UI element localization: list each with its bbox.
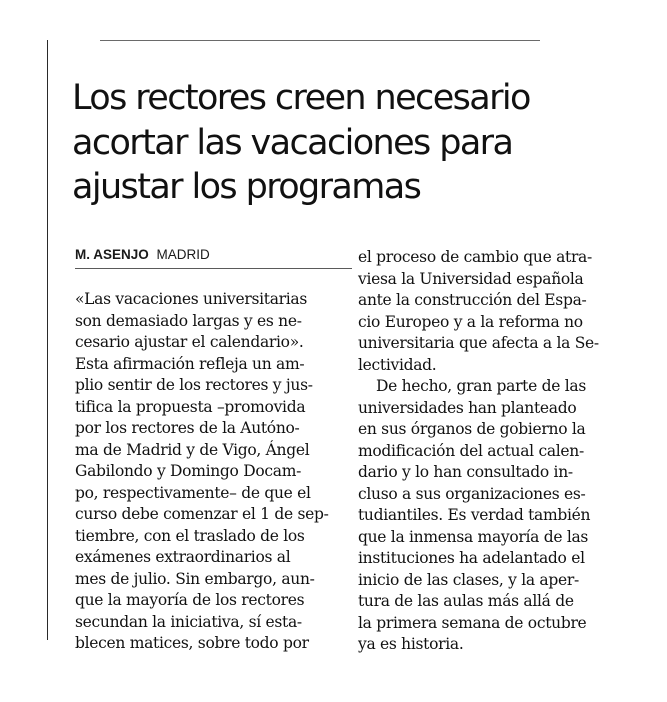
- article-column-left: [75, 289, 355, 655]
- body-line: instituciones ha adelantado el: [358, 549, 585, 567]
- body-line: universitaria que afecta a la Se-: [358, 334, 599, 352]
- body-line: en sus órganos de gobierno la: [358, 420, 586, 438]
- body-line: tudiantiles. Es verdad también: [358, 506, 591, 524]
- byline: [75, 246, 350, 264]
- body-line: «Las vacaciones universitarias: [75, 290, 308, 308]
- body-line: la primera semana de octubre: [358, 613, 587, 632]
- headline: [72, 76, 632, 210]
- article-column-right: [358, 247, 620, 656]
- body-line: mes de julio. Sin embargo, aun-: [75, 569, 315, 588]
- body-line: plio sentir de los rectores y jus-: [75, 376, 313, 394]
- body-line: ante la construcción del Espa-: [358, 291, 587, 309]
- body-line: son demasiado largas y es ne-: [75, 311, 302, 330]
- body-line: exámenes extraordinarios al: [75, 548, 291, 566]
- headline-line: acortar las vacaciones para: [72, 122, 513, 163]
- body-line: inicio de las clases, y la aper-: [358, 570, 579, 589]
- byline-author: M. ASENJO: [75, 247, 149, 262]
- body-line: curso debe comenzar el 1 de sep-: [75, 505, 329, 523]
- body-line: tiembre, con el traslado de los: [75, 526, 305, 545]
- byline-location: MADRID: [156, 247, 210, 262]
- body-line: cio Europeo y a la reforma no: [358, 312, 583, 331]
- body-line: tifica la propuesta –promovida: [75, 397, 306, 416]
- body-line: ma de Madrid y de Vigo, Ángel: [75, 440, 310, 459]
- body-line: secundan la iniciativa, sí esta-: [75, 612, 302, 631]
- body-line: modificación del actual calen-: [358, 441, 584, 460]
- body-line: dario y lo han consultado in-: [358, 463, 573, 481]
- byline-divider: [75, 268, 352, 269]
- headline-line: Los rectores creen necesario: [72, 78, 530, 118]
- body-line: lectividad.: [358, 355, 437, 374]
- body-line: blecen matices, sobre todo por: [75, 634, 309, 652]
- body-line: Esta afirmación refleja un am-: [75, 354, 305, 373]
- body-line: el proceso de cambio que atra-: [358, 248, 592, 266]
- top-divider: [100, 40, 540, 41]
- body-line: universidades han planteado: [358, 398, 577, 417]
- headline-line: ajustar los programas: [72, 167, 421, 207]
- left-column-rule: [47, 40, 48, 640]
- body-line: viesa la Universidad española: [358, 269, 584, 288]
- body-line: po, respectivamente– de que el: [75, 483, 311, 502]
- body-line: ya es historia.: [358, 635, 464, 653]
- body-line: que la mayoría de los rectores: [75, 591, 305, 609]
- body-line: tura de las aulas más allá de: [358, 592, 574, 610]
- body-line: por los rectores de la Autóno-: [75, 419, 300, 437]
- body-line: que la inmensa mayoría de las: [358, 527, 589, 546]
- body-line: Gabilondo y Domingo Docam-: [75, 462, 302, 480]
- body-line: cluso a sus organizaciones es-: [358, 484, 586, 503]
- body-line: De hecho, gran parte de las: [376, 377, 586, 395]
- body-line: cesario ajustar el calendario».: [75, 333, 304, 351]
